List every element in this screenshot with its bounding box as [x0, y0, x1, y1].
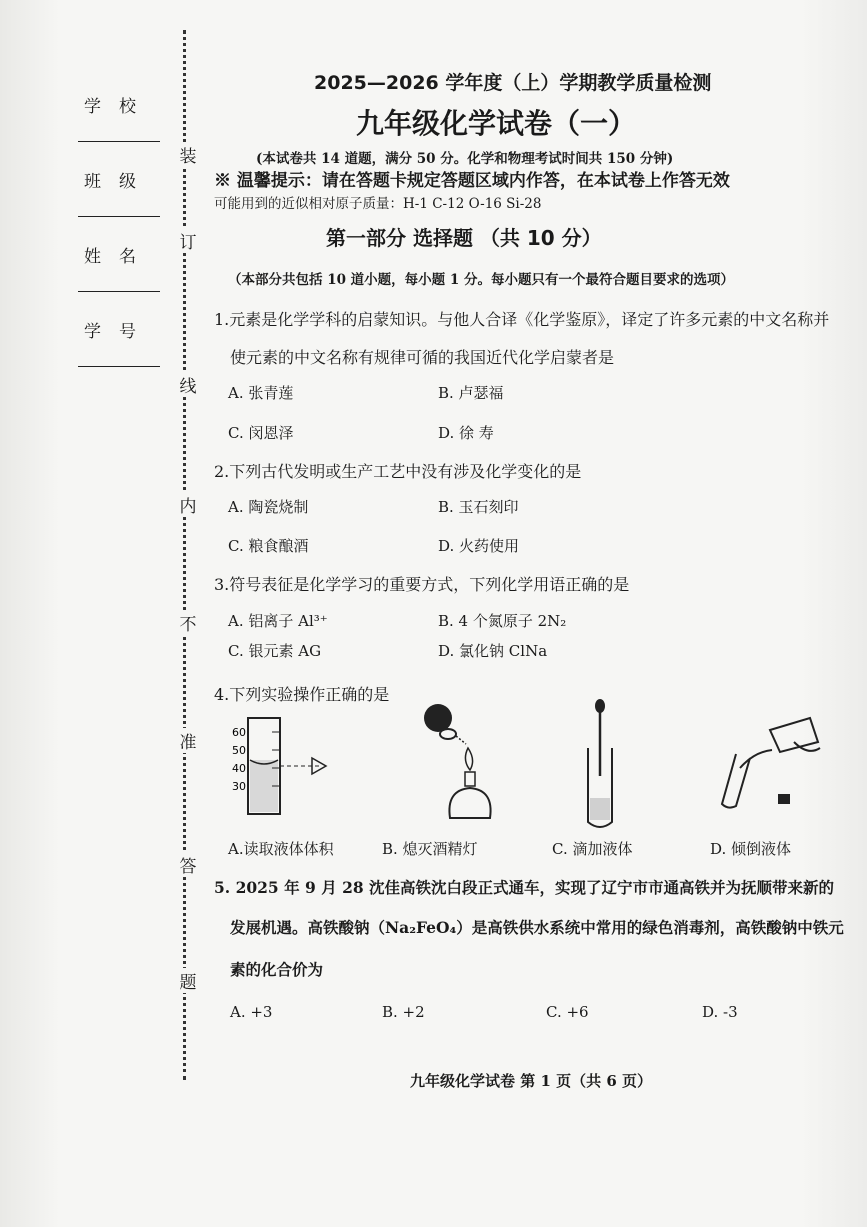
q3-option-d: D. 氯化钠 ClNa — [438, 642, 548, 660]
question-2-stem: 2.下列古代发明或生产工艺中没有涉及化学变化的是 — [214, 462, 582, 481]
q4-option-a: A.读取液体体积 — [228, 840, 334, 858]
reagent-bottle — [770, 718, 818, 752]
seal-char: 内 — [178, 492, 198, 517]
q2-option-c: C. 粮食酿酒 — [228, 537, 309, 555]
q5-option-d: D. -3 — [702, 1003, 738, 1021]
bottle-stopper — [778, 794, 790, 804]
label-school: 学校 — [84, 97, 154, 117]
label-name: 姓名 — [78, 217, 160, 292]
tick-label: 60 — [232, 726, 246, 739]
seal-char: 答 — [178, 852, 198, 877]
page-footer: 九年级化学试卷 第 1 页（共 6 页） — [410, 1072, 652, 1090]
exam-subtitle: (本试卷共 14 道题，满分 50 分。化学和物理考试时间共 150 分钟) — [256, 151, 674, 167]
q5-option-c: C. +6 — [546, 1003, 589, 1021]
seal-char: 准 — [178, 728, 198, 753]
atomic-mass-note: 可能用到的近似相对原子质量：H-1 C-12 O-16 Si-28 — [214, 196, 542, 212]
question-5-stem: 5. 2025 年 9 月 28 沈佳高铁沈白段正式通车，实现了辽宁市市通高铁并为抚顺带来新的 — [214, 878, 835, 897]
q5-option-b: B. +2 — [382, 1003, 425, 1021]
question-4-stem: 4.下列实验操作正确的是 — [214, 685, 390, 704]
tick-label: 50 — [232, 744, 246, 757]
flame-icon — [465, 748, 472, 770]
q4-option-d: D. 倾倒液体 — [710, 840, 792, 858]
exam-title: 九年级化学试卷（一） — [356, 107, 637, 140]
q4-option-c: C. 滴加液体 — [552, 840, 633, 858]
seal-char: 线 — [178, 372, 198, 397]
graduated-cylinder-figure — [230, 712, 340, 820]
hand-icon — [740, 750, 772, 768]
exam-year: 2025—2026 学年度（上）学期教学质量检测 — [314, 72, 712, 94]
seal-char: 装 — [178, 142, 198, 167]
q2-option-b: B. 玉石刻印 — [438, 498, 519, 516]
label-id: 学号 — [78, 292, 160, 367]
dropper-figure — [580, 698, 620, 832]
question-5-stem: 发展机遇。高铁酸钠（Na₂FeO₄）是高铁供水系统中常用的绿色消毒剂，高铁酸钠中铁元 — [230, 918, 844, 937]
q3-option-c: C. 银元素 AG — [228, 642, 322, 660]
question-1-stem: 1.元素是化学学科的启蒙知识。与他人合译《化学鉴原》，译定了许多元素的中文名称并 — [214, 310, 830, 329]
tick-label: 40 — [232, 762, 246, 775]
q5-option-a: A. +3 — [230, 1003, 273, 1021]
seal-char: 不 — [178, 610, 198, 635]
pouring-liquid-figure — [710, 712, 830, 812]
q2-option-d: D. 火药使用 — [438, 537, 520, 555]
q4-option-b: B. 熄灭酒精灯 — [382, 840, 478, 858]
part1-title: 第一部分 选择题 （共 10 分） — [326, 226, 602, 250]
seal-char: 订 — [178, 228, 198, 253]
student-info-table — [78, 80, 160, 367]
tick-label: 30 — [232, 780, 246, 793]
binding-dotted-line — [183, 30, 186, 1080]
question-3-stem: 3.符号表征是化学学习的重要方式，下列化学用语正确的是 — [214, 575, 630, 594]
q3-option-b: B. 4 个氮原子 2N₂ — [438, 612, 567, 630]
q3-option-a: A. 铝离子 Al³⁺ — [228, 612, 328, 630]
part1-note: （本部分共包括 10 道小题，每小题 1 分。每小题只有一个最符合题目要求的选项） — [228, 272, 734, 288]
warm-tip: ※ 温馨提示：请在答题卡规定答题区域内作答，在本试卷上作答无效 — [214, 171, 730, 191]
question-5-stem: 素的化合价为 — [230, 960, 324, 979]
q2-option-a: A. 陶瓷烧制 — [228, 498, 309, 516]
q1-option-b: B. 卢瑟福 — [438, 384, 504, 402]
label-class: 班级 — [78, 142, 160, 217]
q1-option-d: D. 徐 寿 — [438, 424, 494, 442]
lamp-body — [449, 788, 490, 818]
head-icon — [424, 704, 452, 732]
seal-char: 题 — [178, 968, 198, 993]
q1-option-c: C. 闵恩泽 — [228, 424, 294, 442]
alcohol-lamp-figure — [410, 700, 500, 828]
q1-option-a: A. 张青莲 — [228, 384, 294, 402]
question-1-stem: 使元素的中文名称有规律可循的我国近代化学启蒙者是 — [230, 348, 615, 367]
